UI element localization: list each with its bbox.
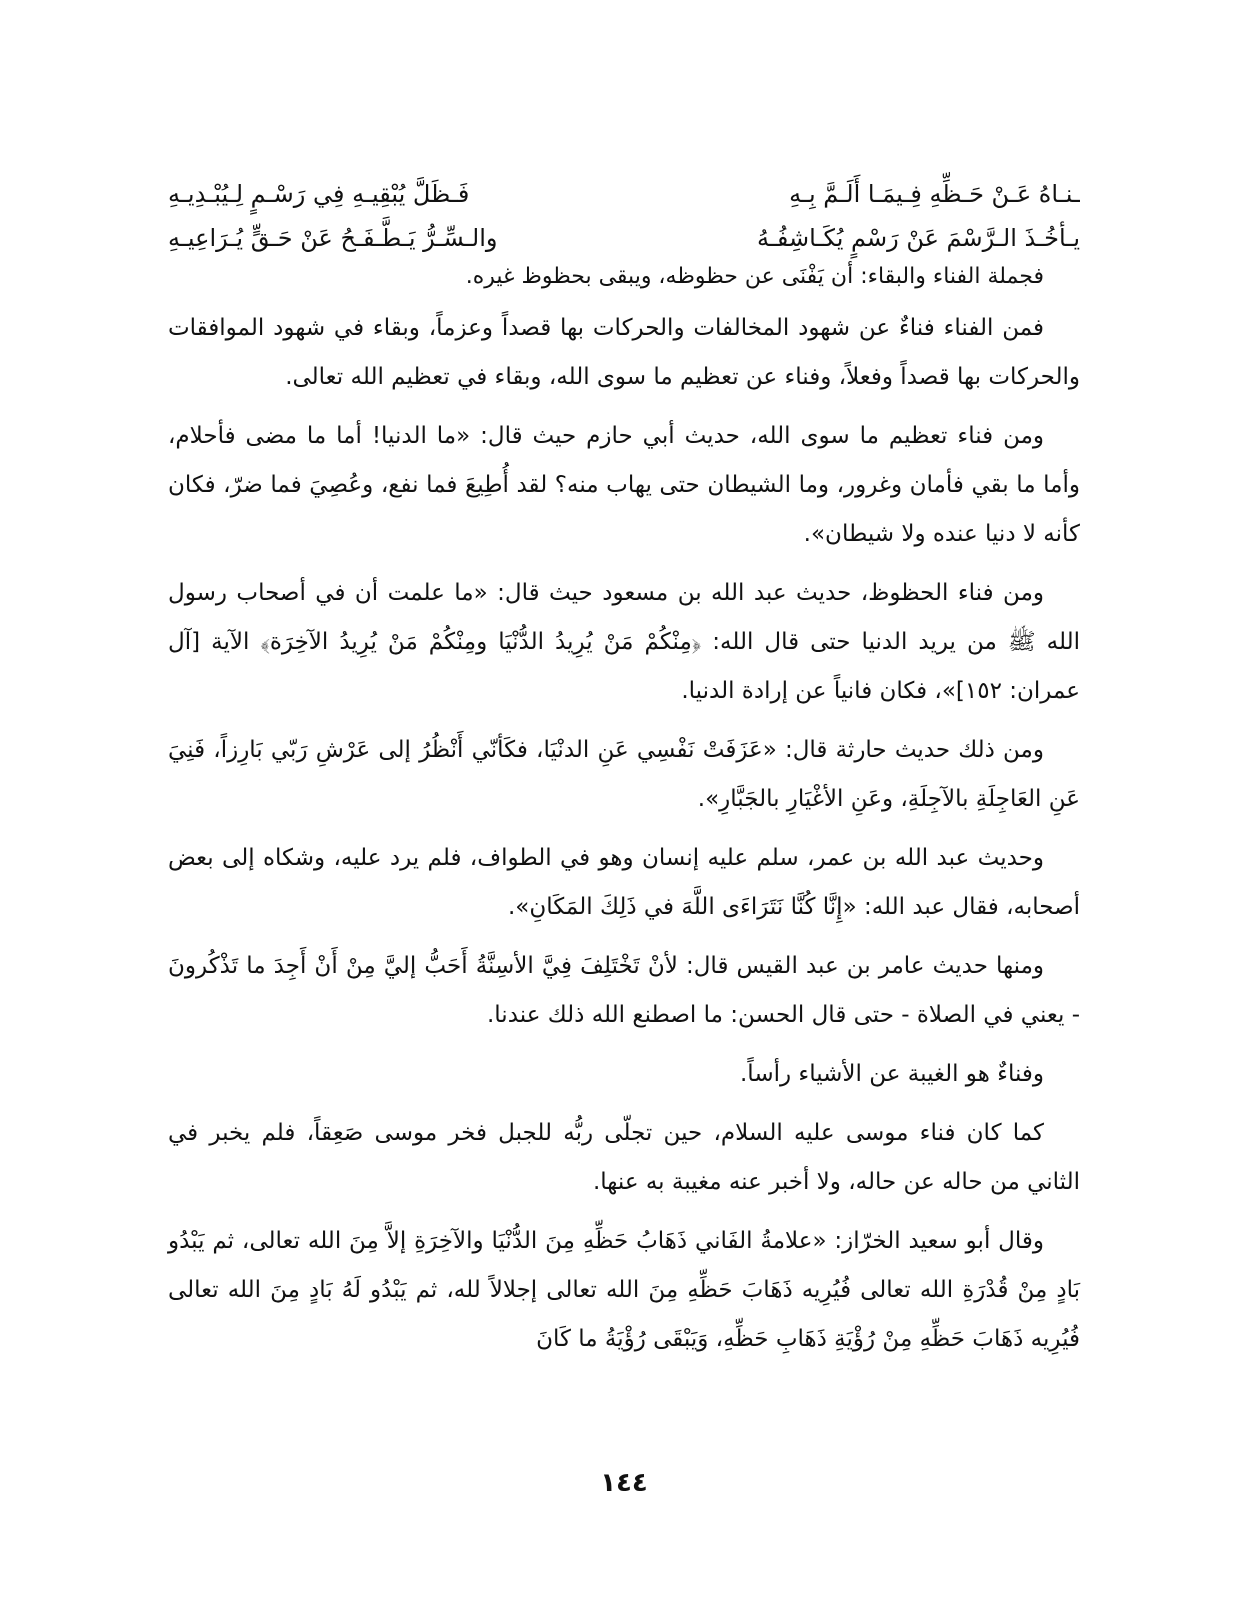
paragraph: وحديث عبد الله بن عمر، سلم عليه إنسان وهو في الطواف، فلم يرد عليه، وشكاه إلى بعض أصحابه، فقال عبد الله: «إِنَّا كُنَّا نَتَرَاءَى اللَّهَ في ذَلِكَ المَكَانِ». — [168, 845, 1080, 920]
poem-verses — [168, 172, 1080, 260]
paragraph: فمن الفناء فناءٌ عن شهود المخالفات والحركات بها قصداً وعزماً، وبقاء في شهود الموافقات والحركات بها قصداً وفعلاً، وفناء عن تعظيم ما سوى الله، وبقاء في تعظيم الله تعالى. — [168, 315, 1080, 390]
paragraph: وفناءٌ هو الغيبة عن الأشياء رأساً. — [740, 1061, 1044, 1087]
paragraph: كما كان فناء موسى عليه السلام، حين تجلّى ربُّه للجبل فخر موسى صَعِقاً، فلم يخبر في الثاني من حاله عن حاله، ولا أخبر عنه مغيبة به عنها. — [168, 1120, 1080, 1195]
verse-hemistich: يـأخُـذَ الـرَّسْمَ عَنْ رَسْمٍ يُكَـاشِفُـهُ — [756, 224, 1080, 252]
verse-line-1 — [168, 172, 1080, 216]
paragraph: وقال أبو سعيد الخرّاز: «علامةُ الفَاني ذَهَابُ حَظِّهِ مِنَ الدُّنْيَا والآخِرَةِ إلاَّ مِنَ الله تعالى، ثم يَبْدُو بَادٍ مِنْ قُدْرَةِ الله تعالى فُيُرِيه ذَهَابَ حَظِّهِ مِنَ الله تعالى إجلالاً لله، ثم يَبْدُو لَهُ بَادٍ مِنَ الله تعالى فُيُرِيه ذَهَابَ حَظِّهِ مِنْ رُؤْيَةِ ذَهَابِ حَظِّهِ، وَيَبْقَى رُؤْيَةُ ما كَانَ — [168, 1228, 1080, 1352]
book-page — [168, 172, 1080, 1502]
paragraph: ومن ذلك حديث حارثة قال: «عَزَفَتْ نَفْسِي عَنِ الدنْيَا، فكَأنّي أَنْظُرُ إلى عَرْشِ رَبّي بَارِزاً، فَنِيَ عَنِ العَاجِلَةِ بالآجِلَةِ، وعَنِ الأغْيَارِ بالجَبَّارِ». — [168, 737, 1080, 812]
paragraph: ومن فناء الحظوظ، حديث عبد الله بن مسعود حيث قال: «ما علمت أن في أصحاب رسول الله ﷺ من يريد الدنيا حتى قال الله: ﴿مِنْكُمْ مَنْ يُرِيدُ الدُّنْيَا ومِنْكُمْ مَنْ يُرِيدُ الآخِرَة﴾ الآية [آل عمران: ١٥٢]»، فكان فانياً عن إرادة الدنيا. — [168, 580, 1080, 704]
paragraph: ومن فناء تعظيم ما سوى الله، حديث أبي حازم حيث قال: «ما الدنيا! أما ما مضى فأحلام، وأما ما بقي فأمان وغرور، وما الشيطان حتى يهاب منه؟ لقد أُطِيعَ فما نفع، وعُصِيَ فما ضرّ، فكان كأنه لا دنيا عنده ولا شيطان». — [168, 423, 1080, 547]
verse-hemistich: والـسِّـرُّ يَـطَّـفَـحُ عَنْ حَـقٍّ يُـرَاعِيـهِ — [168, 224, 498, 252]
verse-line-2 — [168, 216, 1080, 260]
verse-hemistich: فَـظَلَّ يُبْقِيـهِ فِي رَسْـمٍ لِـيُبْـدِيـهِ — [168, 180, 470, 208]
summary-line: فجملة الفناء والبقاء: أن يَفْنَى عن حظوظه، ويبقى بحظوظ غيره. — [465, 264, 1044, 289]
verse-hemistich: ـنـاهُ عَـنْ حَـظِّهِ فِـيمَـا أَلَـمَّ بِـهِ — [789, 180, 1080, 208]
paragraph: ومنها حديث عامر بن عبد القيس قال: لأنْ تَخْتَلِفَ فِيَّ الأسِنَّةُ أَحَبُّ إليَّ مِنْ أَنْ أَجِدَ ما تَذْكُرونَ - يعني في الصلاة - حتى قال الحسن: ما اصطنع الله ذلك عندنا. — [168, 953, 1080, 1028]
page-number: ١٤٤ — [600, 1468, 648, 1498]
